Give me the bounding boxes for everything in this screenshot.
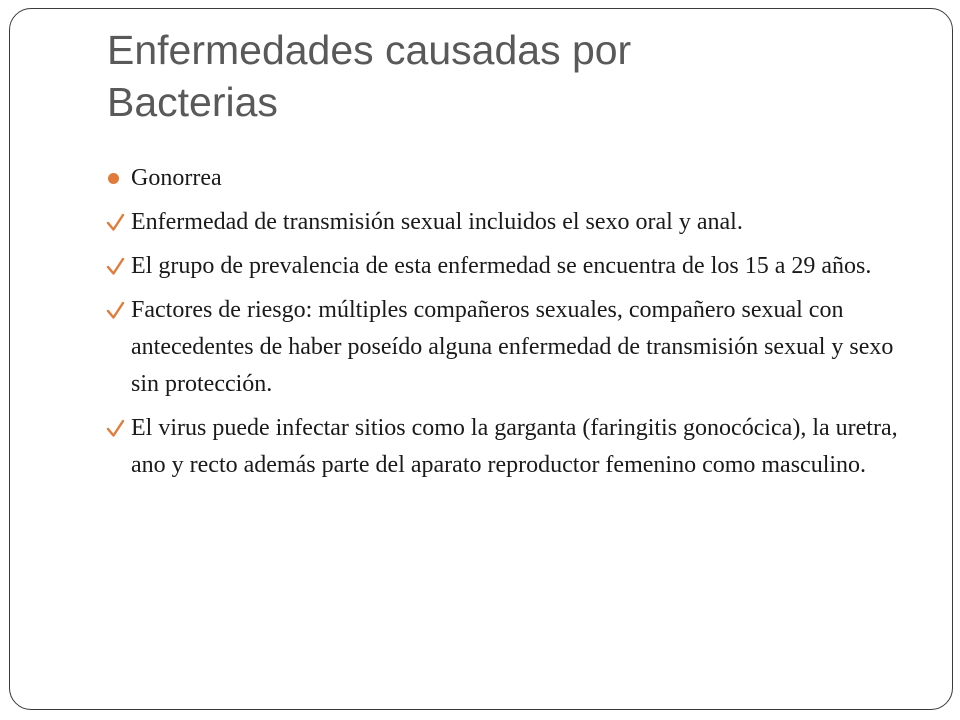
- list-item: [107, 292, 907, 403]
- list-item-text: El virus puede infectar sitios como la garganta (faringitis gonocócica), la uretra, ano y recto además parte del aparato reproductor femenino como masculino.: [131, 415, 898, 478]
- check-icon: [106, 204, 126, 240]
- title-line-2: Bacterias: [107, 79, 278, 125]
- list-item-text: Enfermedad de transmisión sexual incluidos el sexo oral y anal.: [131, 209, 743, 235]
- check-icon: [106, 248, 126, 284]
- list-item: [107, 160, 907, 197]
- check-icon: [106, 410, 126, 446]
- slide-title: [107, 24, 907, 128]
- list-item-text: Factores de riesgo: múltiples compañeros sexuales, compañero sexual con antecedentes de haber poseído alguna enfermedad de transmisión sexual y sexo sin protección.: [131, 297, 894, 397]
- list-item-text: El grupo de prevalencia de esta enfermedad se encuentra de los 15 a 29 años.: [131, 253, 872, 279]
- check-icon: [106, 292, 126, 328]
- slide-body: [107, 160, 907, 491]
- list-item: [107, 410, 907, 484]
- list-item: [107, 248, 907, 285]
- list-item: [107, 204, 907, 241]
- list-item-text: Gonorrea: [131, 165, 222, 191]
- title-line-1: Enfermedades causadas por: [107, 27, 632, 73]
- dot-icon: [108, 173, 119, 184]
